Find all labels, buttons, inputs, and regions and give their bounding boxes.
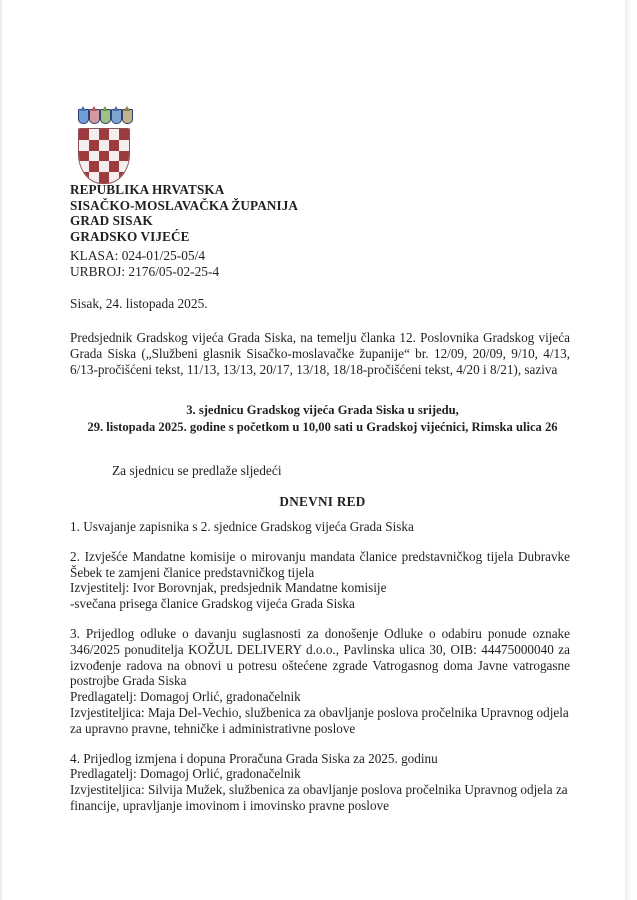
organization-header: [70, 182, 298, 244]
coat-of-arms-icon: [78, 108, 134, 184]
crown-shield-1: [78, 109, 89, 124]
session-heading: [70, 402, 575, 436]
org-line-republic: REPUBLIKA HRVATSKA: [70, 182, 225, 197]
agenda-item-detail-1: Izvjestitelj: Ivor Borovnjak, predsjednik Mandatne komisije: [70, 580, 387, 596]
session-heading-line-2: 29. listopada 2025. godine s početkom u 10,00 sati u Gradskoj vijećnici, Rimska ulica 26: [87, 420, 558, 434]
checker-cell: [119, 129, 129, 140]
checker-cell: [109, 151, 119, 162]
checker-cell: [99, 140, 109, 151]
reference-block: [70, 248, 219, 280]
checker-cell: [119, 161, 129, 172]
checker-cell: [89, 129, 99, 140]
crown-shield-3: [100, 109, 111, 124]
checker-cell: [89, 161, 99, 172]
checker-cell: [89, 140, 99, 151]
checker-cell: [79, 151, 89, 162]
agenda-item-detail-1: Predlagatelj: Domagoj Orlić, gradonačelnik: [70, 766, 301, 782]
agenda-item: [70, 626, 570, 737]
crown-icon: [78, 108, 134, 127]
org-line-council: GRADSKO VIJEĆE: [70, 228, 190, 244]
agenda-item-text: 2. Izvješće Mandatne komisije o mirovanju mandata članice predstavničkog tijela Dubravke Šebek te zamjeni članice predstavničkog tijela: [70, 548, 570, 580]
checkerboard-shield-icon: [78, 128, 130, 184]
agenda-item-text: 4. Prijedlog izmjena i dopuna Proračuna Grada Siska za 2025. godinu: [70, 750, 438, 766]
checker-cell: [79, 129, 89, 140]
scan-edge-right: [625, 0, 637, 900]
agenda-item: [70, 519, 570, 535]
agenda-item: [70, 549, 570, 612]
checker-cell: [109, 161, 119, 172]
org-line-county: SISAČKO-MOSLAVAČKA ŽUPANIJA: [70, 197, 299, 213]
checker-cell: [119, 151, 129, 162]
agenda-item-detail-2: -svečana prisega članice Gradskog vijeća Grada Siska: [70, 596, 355, 612]
checker-cell: [79, 161, 89, 172]
checker-cell: [109, 129, 119, 140]
agenda-list: [70, 519, 570, 828]
intro-paragraph: Predsjednik Gradskog vijeća Grada Siska, na temelju članka 12. Poslovnika Gradskog vijeća Grada Siska („Službeni glasnik Sisačko-moslavačke županije“ br. 12/09, 20/09, 9/10, 4/13, 6/13-pročišćeni tekst, 11/13, 13/13, 20/17, 13/18, 18/18-pročišćeni tekst, 4/20 i 8/21), saziva: [70, 330, 570, 377]
checker-cell: [99, 129, 109, 140]
place-and-date: Sisak, 24. listopada 2025.: [70, 296, 208, 311]
agenda-item-text: 1. Usvajanje zapisnika s 2. sjednice Gradskog vijeća Grada Siska: [70, 519, 414, 534]
agenda-title: DNEVNI RED: [279, 494, 366, 509]
checker-cell: [99, 151, 109, 162]
agenda-item-detail-2: Izvjestiteljica: Silvija Mužek, službenica za obavljanje poslova pročelnika Upravnog odjela za financije, upravljanje imovinom i imovinsko pravne poslove: [70, 782, 568, 813]
crown-shield-4: [111, 109, 122, 124]
proposal-line: Za sjednicu se predlaže sljedeći: [112, 463, 282, 478]
klasa-value: KLASA: 024-01/25-05/4: [70, 248, 206, 263]
org-line-city: GRAD SISAK: [70, 213, 153, 229]
agenda-item: [70, 751, 570, 814]
crown-shield-2: [89, 109, 100, 124]
checker-cell: [99, 161, 109, 172]
checker-cell: [109, 140, 119, 151]
checkerboard-grid: [79, 129, 129, 183]
crown-shield-5: [122, 109, 133, 124]
urbroj-value: URBROJ: 2176/05-02-25-4: [70, 264, 220, 279]
session-heading-line-1: 3. sjednicu Gradskog vijeća Grada Siska u srijedu,: [186, 403, 459, 417]
agenda-item-detail-1: Predlagatelj: Domagoj Orlić, gradonačelnik: [70, 689, 301, 705]
agenda-item-detail-2: Izvjestiteljica: Maja Del-Vechio, službenica za obavljanje poslova pročelnika Upravnog odjela za upravno pravne, tehničke i administrativne poslove: [70, 704, 569, 736]
agenda-item-text: 3. Prijedlog odluke o davanju suglasnosti za donošenje Odluke o odabiru ponude oznake 346/2025 ponuditelja KOŽUL DELIVERY d.o.o., Pavlinska ulica 30, OIB: 44475000040 za izvođenje radova na obnovi u potresu oštećene zgrade Vatrogasnog doma Javne vatrogasne postrojbe Grada Siska: [70, 625, 570, 689]
scan-edge-left: [0, 0, 3, 900]
checker-cell: [119, 140, 129, 151]
checker-cell: [79, 140, 89, 151]
checker-cell: [89, 151, 99, 162]
